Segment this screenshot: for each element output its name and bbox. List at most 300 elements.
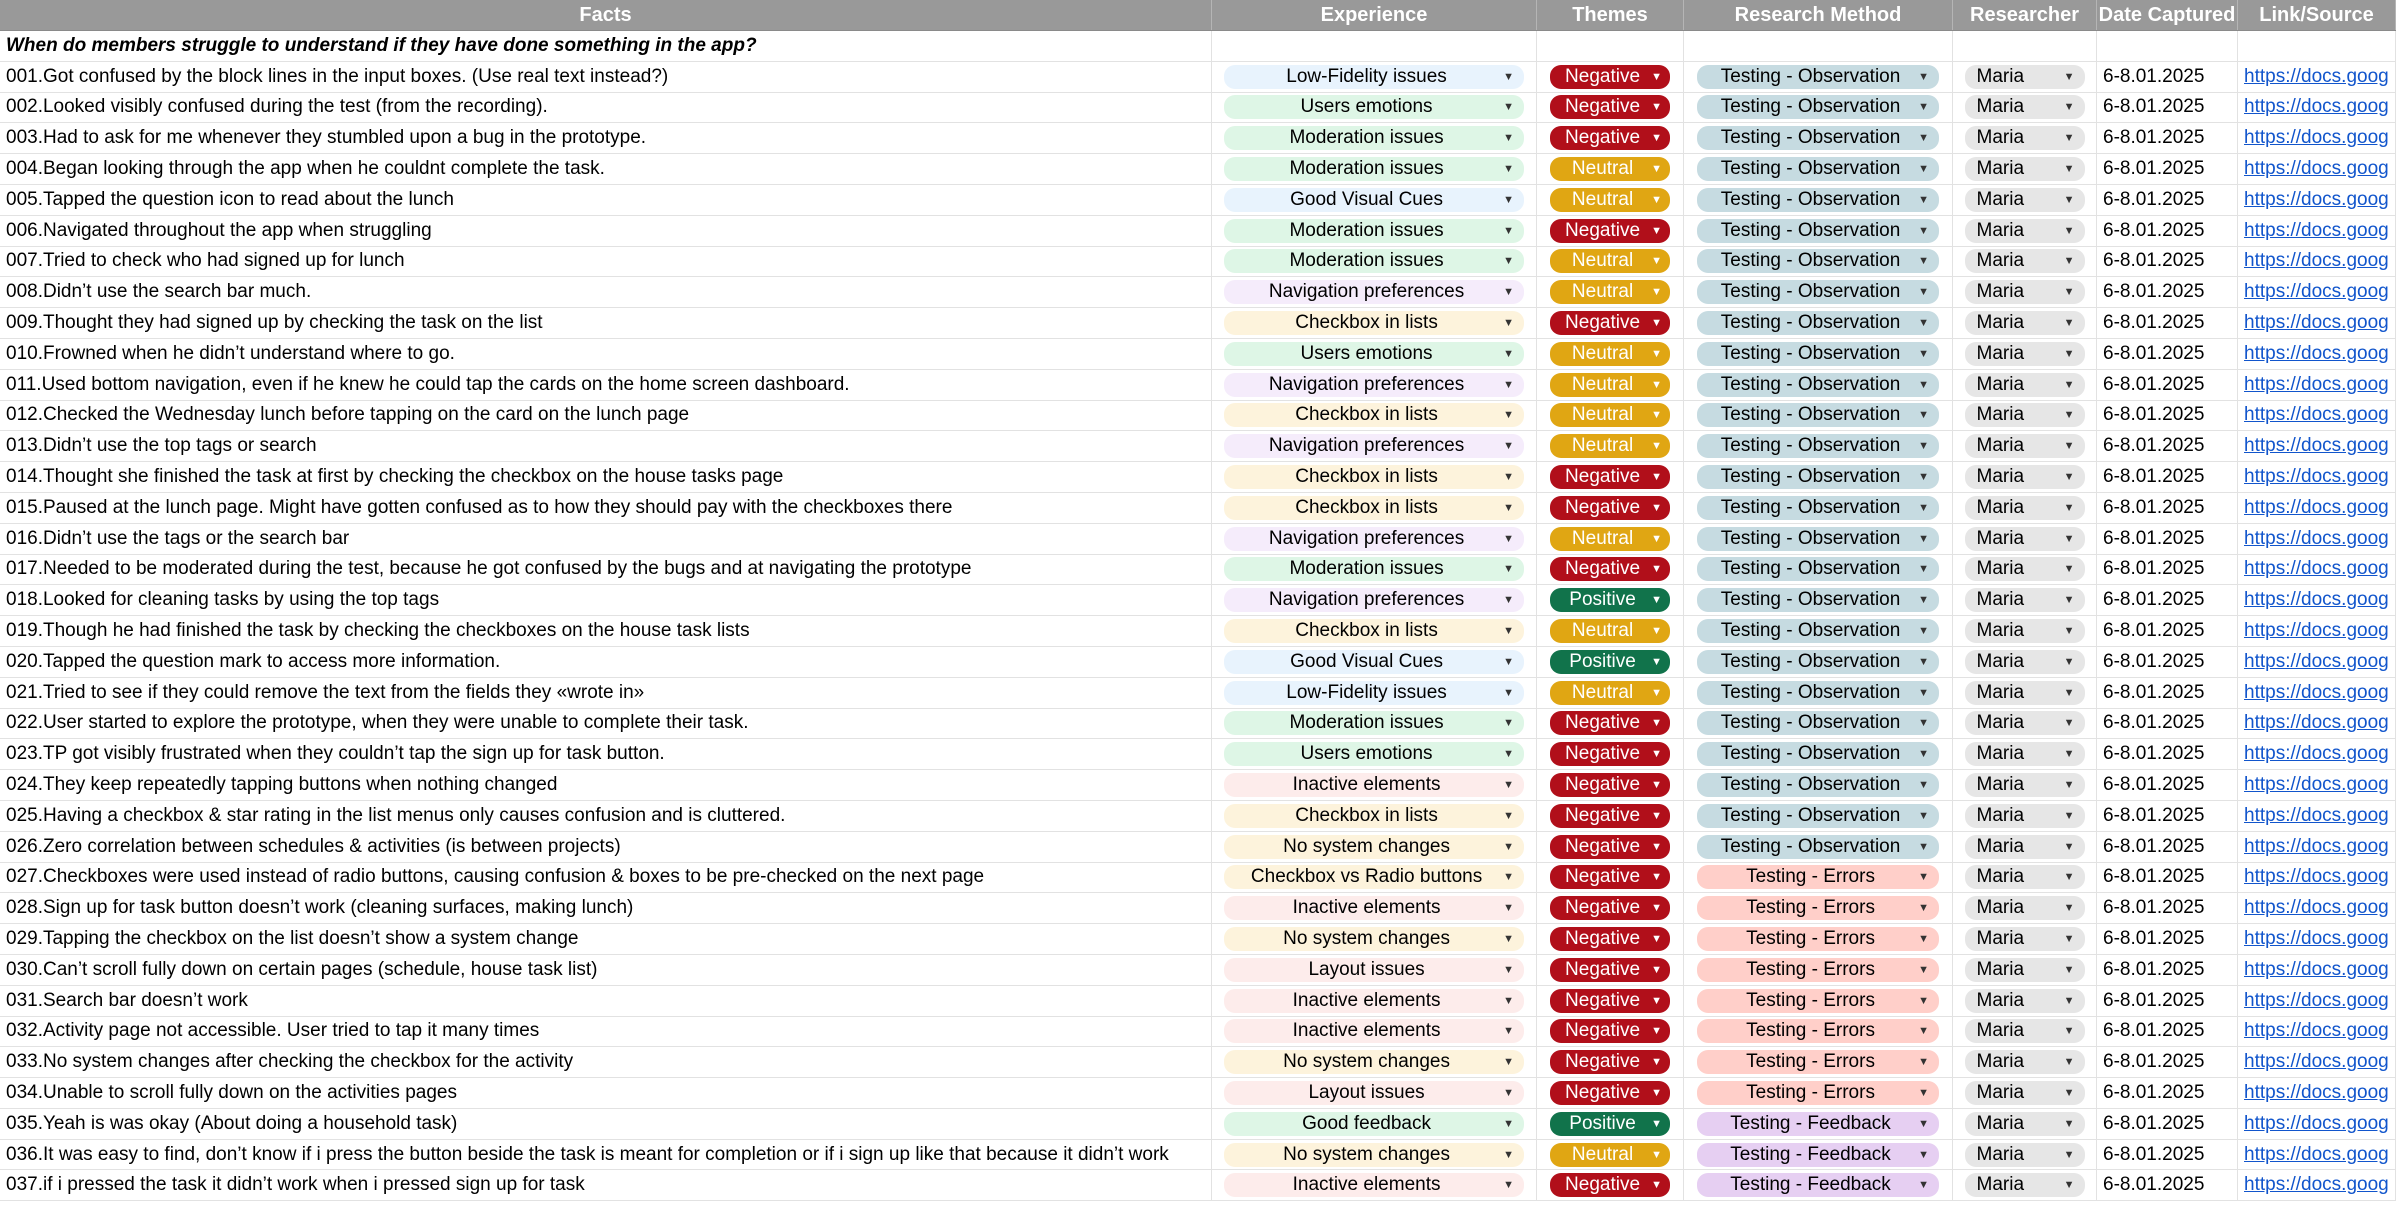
research-method-dropdown[interactable]: [1697, 95, 1939, 119]
researcher-dropdown[interactable]: [1965, 403, 2085, 427]
theme-cell[interactable]: [1537, 370, 1684, 400]
researcher-cell[interactable]: [1953, 924, 2097, 954]
source-link[interactable]: https://docs.goog: [2244, 1143, 2389, 1165]
theme-cell[interactable]: [1537, 123, 1684, 153]
experience-cell[interactable]: [1212, 524, 1537, 554]
dropdown-arrow-icon[interactable]: ▼: [2063, 286, 2075, 299]
research-method-dropdown[interactable]: [1697, 1050, 1939, 1074]
dropdown-arrow-icon[interactable]: ▼: [1651, 409, 1662, 422]
empty-cell[interactable]: [1537, 31, 1684, 61]
link-cell[interactable]: [2238, 1078, 2396, 1108]
link-cell[interactable]: [2238, 1140, 2396, 1170]
dropdown-arrow-icon[interactable]: ▼: [2063, 563, 2075, 576]
experience-cell[interactable]: [1212, 955, 1537, 985]
method-cell[interactable]: [1684, 370, 1953, 400]
dropdown-arrow-icon[interactable]: ▼: [2063, 532, 2075, 545]
researcher-cell[interactable]: [1953, 93, 2097, 123]
method-cell[interactable]: [1684, 1047, 1953, 1077]
method-cell[interactable]: [1684, 555, 1953, 585]
source-link[interactable]: https://docs.goog: [2244, 342, 2389, 364]
dropdown-arrow-icon[interactable]: ▼: [2063, 779, 2075, 792]
fact-cell[interactable]: 005.Tapped the question icon to read about the lunch: [0, 185, 1212, 215]
experience-dropdown[interactable]: [1224, 1050, 1524, 1074]
fact-cell[interactable]: 008.Didn’t use the search bar much.: [0, 277, 1212, 307]
link-cell[interactable]: [2238, 154, 2396, 184]
experience-dropdown[interactable]: [1224, 434, 1524, 458]
dropdown-arrow-icon[interactable]: ▼: [1918, 809, 1929, 822]
fact-cell[interactable]: 030.Can’t scroll fully down on certain pages (schedule, house task list): [0, 955, 1212, 985]
date-cell[interactable]: 6-8.01.2025: [2097, 801, 2238, 831]
source-link[interactable]: https://docs.goog: [2244, 373, 2389, 395]
research-method-dropdown[interactable]: [1697, 496, 1939, 520]
date-cell[interactable]: 6-8.01.2025: [2097, 524, 2238, 554]
research-method-dropdown[interactable]: [1697, 188, 1939, 212]
researcher-dropdown[interactable]: [1965, 711, 2085, 735]
dropdown-arrow-icon[interactable]: ▼: [2063, 224, 2075, 237]
experience-cell[interactable]: [1212, 924, 1537, 954]
experience-cell[interactable]: [1212, 616, 1537, 646]
fact-cell[interactable]: 014.Thought she finished the task at first by checking the checkbox on the house tasks page: [0, 462, 1212, 492]
researcher-cell[interactable]: [1953, 154, 2097, 184]
fact-cell[interactable]: 033.No system changes after checking the checkbox for the activity: [0, 1047, 1212, 1077]
researcher-dropdown[interactable]: [1965, 1173, 2085, 1197]
header-themes[interactable]: Themes: [1537, 0, 1684, 30]
link-cell[interactable]: [2238, 863, 2396, 893]
dropdown-arrow-icon[interactable]: ▼: [2063, 471, 2075, 484]
link-cell[interactable]: [2238, 832, 2396, 862]
method-cell[interactable]: [1684, 93, 1953, 123]
theme-dropdown[interactable]: [1550, 927, 1670, 951]
dropdown-arrow-icon[interactable]: ▼: [1918, 655, 1929, 668]
theme-dropdown[interactable]: [1550, 434, 1670, 458]
dropdown-arrow-icon[interactable]: ▼: [1918, 840, 1929, 853]
theme-dropdown[interactable]: [1550, 1143, 1670, 1167]
dropdown-arrow-icon[interactable]: ▼: [1503, 1148, 1514, 1161]
dropdown-arrow-icon[interactable]: ▼: [1918, 132, 1929, 145]
source-link[interactable]: https://docs.goog: [2244, 404, 2389, 426]
theme-dropdown[interactable]: [1550, 773, 1670, 797]
theme-dropdown[interactable]: [1550, 280, 1670, 304]
research-method-dropdown[interactable]: [1697, 681, 1939, 705]
research-method-dropdown[interactable]: [1697, 280, 1939, 304]
theme-dropdown[interactable]: [1550, 126, 1670, 150]
researcher-dropdown[interactable]: [1965, 742, 2085, 766]
theme-cell[interactable]: [1537, 678, 1684, 708]
researcher-cell[interactable]: [1953, 801, 2097, 831]
research-method-dropdown[interactable]: [1697, 1143, 1939, 1167]
dropdown-arrow-icon[interactable]: ▼: [1918, 317, 1929, 330]
theme-dropdown[interactable]: [1550, 619, 1670, 643]
dropdown-arrow-icon[interactable]: ▼: [2063, 193, 2075, 206]
researcher-cell[interactable]: [1953, 1017, 2097, 1047]
source-link[interactable]: https://docs.goog: [2244, 1174, 2389, 1196]
dropdown-arrow-icon[interactable]: ▼: [2063, 994, 2075, 1007]
dropdown-arrow-icon[interactable]: ▼: [1651, 317, 1662, 330]
theme-cell[interactable]: [1537, 247, 1684, 277]
method-cell[interactable]: [1684, 832, 1953, 862]
fact-cell[interactable]: 021.Tried to see if they could remove the text from the fields they «wrote in»: [0, 678, 1212, 708]
fact-cell[interactable]: 025.Having a checkbox & star rating in the list menus only causes confusion and is cluttered.: [0, 801, 1212, 831]
link-cell[interactable]: [2238, 1047, 2396, 1077]
dropdown-arrow-icon[interactable]: ▼: [1651, 717, 1662, 730]
dropdown-arrow-icon[interactable]: ▼: [1651, 655, 1662, 668]
method-cell[interactable]: [1684, 1170, 1953, 1200]
experience-dropdown[interactable]: [1224, 311, 1524, 335]
experience-dropdown[interactable]: [1224, 1112, 1524, 1136]
research-method-dropdown[interactable]: [1697, 311, 1939, 335]
source-link[interactable]: https://docs.goog: [2244, 527, 2389, 549]
researcher-cell[interactable]: [1953, 123, 2097, 153]
theme-cell[interactable]: [1537, 62, 1684, 92]
theme-cell[interactable]: [1537, 585, 1684, 615]
researcher-dropdown[interactable]: [1965, 249, 2085, 273]
method-cell[interactable]: [1684, 770, 1953, 800]
dropdown-arrow-icon[interactable]: ▼: [2063, 409, 2075, 422]
dropdown-arrow-icon[interactable]: ▼: [1651, 963, 1662, 976]
dropdown-arrow-icon[interactable]: ▼: [1503, 625, 1514, 638]
researcher-cell[interactable]: [1953, 277, 2097, 307]
fact-cell[interactable]: 029.Tapping the checkbox on the list doesn’t show a system change: [0, 924, 1212, 954]
theme-cell[interactable]: [1537, 93, 1684, 123]
dropdown-arrow-icon[interactable]: ▼: [2063, 871, 2075, 884]
theme-dropdown[interactable]: [1550, 865, 1670, 889]
dropdown-arrow-icon[interactable]: ▼: [2063, 717, 2075, 730]
dropdown-arrow-icon[interactable]: ▼: [1918, 255, 1929, 268]
research-method-dropdown[interactable]: [1697, 1081, 1939, 1105]
research-method-dropdown[interactable]: [1697, 65, 1939, 89]
dropdown-arrow-icon[interactable]: ▼: [1918, 563, 1929, 576]
dropdown-arrow-icon[interactable]: ▼: [2063, 655, 2075, 668]
experience-dropdown[interactable]: [1224, 126, 1524, 150]
research-method-dropdown[interactable]: [1697, 927, 1939, 951]
researcher-cell[interactable]: [1953, 247, 2097, 277]
researcher-cell[interactable]: [1953, 893, 2097, 923]
link-cell[interactable]: [2238, 524, 2396, 554]
dropdown-arrow-icon[interactable]: ▼: [2063, 132, 2075, 145]
researcher-cell[interactable]: [1953, 863, 2097, 893]
experience-cell[interactable]: [1212, 647, 1537, 677]
dropdown-arrow-icon[interactable]: ▼: [1503, 1117, 1514, 1130]
theme-dropdown[interactable]: [1550, 1050, 1670, 1074]
source-link[interactable]: https://docs.goog: [2244, 650, 2389, 672]
method-cell[interactable]: [1684, 524, 1953, 554]
date-cell[interactable]: 6-8.01.2025: [2097, 1078, 2238, 1108]
dropdown-arrow-icon[interactable]: ▼: [1651, 347, 1662, 360]
source-link[interactable]: https://docs.goog: [2244, 928, 2389, 949]
experience-cell[interactable]: [1212, 986, 1537, 1016]
dropdown-arrow-icon[interactable]: ▼: [1651, 501, 1662, 514]
theme-dropdown[interactable]: [1550, 1019, 1670, 1043]
theme-dropdown[interactable]: [1550, 157, 1670, 181]
theme-cell[interactable]: [1537, 986, 1684, 1016]
fact-cell[interactable]: 036.It was easy to find, don’t know if i press the button beside the task is meant for completion or if i sign up like that because it didn’t work: [0, 1140, 1212, 1170]
theme-cell[interactable]: [1537, 555, 1684, 585]
dropdown-arrow-icon[interactable]: ▼: [2063, 255, 2075, 268]
source-link[interactable]: https://docs.goog: [2244, 866, 2389, 888]
date-cell[interactable]: 6-8.01.2025: [2097, 924, 2238, 954]
researcher-cell[interactable]: [1953, 739, 2097, 769]
dropdown-arrow-icon[interactable]: ▼: [1503, 779, 1514, 792]
dropdown-arrow-icon[interactable]: ▼: [1503, 70, 1514, 83]
dropdown-arrow-icon[interactable]: ▼: [2063, 933, 2075, 945]
research-method-dropdown[interactable]: [1697, 650, 1939, 674]
fact-cell[interactable]: 006.Navigated throughout the app when struggling: [0, 216, 1212, 246]
source-link[interactable]: https://docs.goog: [2244, 188, 2389, 210]
dropdown-arrow-icon[interactable]: ▼: [1503, 193, 1514, 206]
theme-cell[interactable]: [1537, 863, 1684, 893]
experience-cell[interactable]: [1212, 1078, 1537, 1108]
dropdown-arrow-icon[interactable]: ▼: [2063, 625, 2075, 638]
research-method-dropdown[interactable]: [1697, 865, 1939, 889]
theme-dropdown[interactable]: [1550, 342, 1670, 366]
theme-cell[interactable]: [1537, 709, 1684, 739]
fact-cell[interactable]: 003.Had to ask for me whenever they stumbled upon a bug in the prototype.: [0, 123, 1212, 153]
date-cell[interactable]: 6-8.01.2025: [2097, 493, 2238, 523]
method-cell[interactable]: [1684, 401, 1953, 431]
link-cell[interactable]: [2238, 431, 2396, 461]
researcher-cell[interactable]: [1953, 585, 2097, 615]
researcher-dropdown[interactable]: [1965, 95, 2085, 119]
source-link[interactable]: https://docs.goog: [2244, 1020, 2389, 1042]
dropdown-arrow-icon[interactable]: ▼: [1651, 1086, 1662, 1099]
theme-dropdown[interactable]: [1550, 681, 1670, 705]
source-link[interactable]: https://docs.goog: [2244, 681, 2389, 703]
dropdown-arrow-icon[interactable]: ▼: [1918, 378, 1929, 391]
fact-cell[interactable]: 012.Checked the Wednesday lunch before tapping on the card on the lunch page: [0, 401, 1212, 431]
link-cell[interactable]: [2238, 555, 2396, 585]
link-cell[interactable]: [2238, 739, 2396, 769]
researcher-dropdown[interactable]: [1965, 65, 2085, 89]
theme-dropdown[interactable]: [1550, 989, 1670, 1013]
theme-dropdown[interactable]: [1550, 557, 1670, 581]
dropdown-arrow-icon[interactable]: ▼: [2063, 1056, 2075, 1069]
researcher-dropdown[interactable]: [1965, 557, 2085, 581]
dropdown-arrow-icon[interactable]: ▼: [1503, 224, 1514, 237]
theme-dropdown[interactable]: [1550, 650, 1670, 674]
fact-cell[interactable]: 019.Though he had finished the task by checking the checkboxes on the house task lists: [0, 616, 1212, 646]
header-experience[interactable]: Experience: [1212, 0, 1537, 30]
dropdown-arrow-icon[interactable]: ▼: [1503, 440, 1514, 453]
experience-dropdown[interactable]: [1224, 65, 1524, 89]
method-cell[interactable]: [1684, 185, 1953, 215]
experience-dropdown[interactable]: [1224, 650, 1524, 674]
experience-dropdown[interactable]: [1224, 1173, 1524, 1197]
theme-dropdown[interactable]: [1550, 804, 1670, 828]
experience-cell[interactable]: [1212, 863, 1537, 893]
theme-cell[interactable]: [1537, 462, 1684, 492]
researcher-cell[interactable]: [1953, 216, 2097, 246]
header-research-method[interactable]: Research Method: [1684, 0, 1953, 30]
fact-cell[interactable]: 013.Didn’t use the top tags or search: [0, 431, 1212, 461]
fact-cell[interactable]: 037.if i pressed the task it didn’t work when i pressed sign up for task: [0, 1170, 1212, 1200]
date-cell[interactable]: 6-8.01.2025: [2097, 93, 2238, 123]
researcher-dropdown[interactable]: [1965, 958, 2085, 982]
fact-cell[interactable]: 010.Frowned when he didn’t understand where to go.: [0, 339, 1212, 369]
experience-dropdown[interactable]: [1224, 280, 1524, 304]
experience-cell[interactable]: [1212, 370, 1537, 400]
fact-cell[interactable]: 011.Used bottom navigation, even if he knew he could tap the cards on the home screen dashboard.: [0, 370, 1212, 400]
source-link[interactable]: https://docs.goog: [2244, 250, 2389, 272]
source-link[interactable]: https://docs.goog: [2244, 312, 2389, 334]
date-cell[interactable]: 6-8.01.2025: [2097, 431, 2238, 461]
dropdown-arrow-icon[interactable]: ▼: [1651, 378, 1662, 391]
source-link[interactable]: https://docs.goog: [2244, 743, 2389, 765]
experience-cell[interactable]: [1212, 462, 1537, 492]
header-facts[interactable]: Facts: [0, 0, 1212, 30]
dropdown-arrow-icon[interactable]: ▼: [1503, 101, 1514, 114]
experience-cell[interactable]: [1212, 1047, 1537, 1077]
experience-dropdown[interactable]: [1224, 527, 1524, 551]
dropdown-arrow-icon[interactable]: ▼: [1918, 224, 1929, 237]
link-cell[interactable]: [2238, 339, 2396, 369]
dropdown-arrow-icon[interactable]: ▼: [1651, 532, 1662, 545]
dropdown-arrow-icon[interactable]: ▼: [2063, 440, 2075, 453]
link-cell[interactable]: [2238, 585, 2396, 615]
dropdown-arrow-icon[interactable]: ▼: [1503, 1025, 1514, 1038]
method-cell[interactable]: [1684, 678, 1953, 708]
section-title[interactable]: When do members struggle to understand if they have done something in the app?: [0, 31, 1212, 61]
date-cell[interactable]: 6-8.01.2025: [2097, 616, 2238, 646]
theme-dropdown[interactable]: [1550, 835, 1670, 859]
method-cell[interactable]: [1684, 123, 1953, 153]
method-cell[interactable]: [1684, 955, 1953, 985]
dropdown-arrow-icon[interactable]: ▼: [1503, 1056, 1514, 1069]
empty-cell[interactable]: [1684, 31, 1953, 61]
researcher-cell[interactable]: [1953, 1170, 2097, 1200]
dropdown-arrow-icon[interactable]: ▼: [1651, 594, 1662, 607]
dropdown-arrow-icon[interactable]: ▼: [1503, 317, 1514, 330]
method-cell[interactable]: [1684, 647, 1953, 677]
dropdown-arrow-icon[interactable]: ▼: [1918, 70, 1929, 83]
research-method-dropdown[interactable]: [1697, 527, 1939, 551]
dropdown-arrow-icon[interactable]: ▼: [1503, 163, 1514, 176]
header-researcher[interactable]: Researcher: [1953, 0, 2097, 30]
researcher-dropdown[interactable]: [1965, 1050, 2085, 1074]
fact-cell[interactable]: 009.Thought they had signed up by checking the task on the list: [0, 308, 1212, 338]
theme-dropdown[interactable]: [1550, 219, 1670, 243]
dropdown-arrow-icon[interactable]: ▼: [1651, 132, 1662, 145]
dropdown-arrow-icon[interactable]: ▼: [1918, 409, 1929, 422]
research-method-dropdown[interactable]: [1697, 896, 1939, 920]
research-method-dropdown[interactable]: [1697, 557, 1939, 581]
date-cell[interactable]: 6-8.01.2025: [2097, 154, 2238, 184]
researcher-dropdown[interactable]: [1965, 280, 2085, 304]
dropdown-arrow-icon[interactable]: ▼: [1918, 347, 1929, 360]
method-cell[interactable]: [1684, 216, 1953, 246]
link-cell[interactable]: [2238, 1017, 2396, 1047]
research-method-dropdown[interactable]: [1697, 711, 1939, 735]
experience-dropdown[interactable]: [1224, 1143, 1524, 1167]
dropdown-arrow-icon[interactable]: ▼: [2063, 1025, 2075, 1038]
link-cell[interactable]: [2238, 493, 2396, 523]
theme-cell[interactable]: [1537, 955, 1684, 985]
dropdown-arrow-icon[interactable]: ▼: [1651, 193, 1662, 206]
dropdown-arrow-icon[interactable]: ▼: [1651, 902, 1662, 915]
dropdown-arrow-icon[interactable]: ▼: [1503, 902, 1514, 915]
date-cell[interactable]: 6-8.01.2025: [2097, 647, 2238, 677]
theme-cell[interactable]: [1537, 524, 1684, 554]
method-cell[interactable]: [1684, 277, 1953, 307]
dropdown-arrow-icon[interactable]: ▼: [1503, 933, 1514, 945]
source-link[interactable]: https://docs.goog: [2244, 65, 2389, 87]
source-link[interactable]: https://docs.goog: [2244, 620, 2389, 642]
research-method-dropdown[interactable]: [1697, 249, 1939, 273]
theme-dropdown[interactable]: [1550, 1173, 1670, 1197]
theme-cell[interactable]: [1537, 893, 1684, 923]
research-method-dropdown[interactable]: [1697, 1173, 1939, 1197]
method-cell[interactable]: [1684, 247, 1953, 277]
experience-dropdown[interactable]: [1224, 157, 1524, 181]
source-link[interactable]: https://docs.goog: [2244, 835, 2389, 857]
theme-cell[interactable]: [1537, 185, 1684, 215]
method-cell[interactable]: [1684, 1140, 1953, 1170]
dropdown-arrow-icon[interactable]: ▼: [2063, 594, 2075, 607]
theme-cell[interactable]: [1537, 339, 1684, 369]
method-cell[interactable]: [1684, 62, 1953, 92]
date-cell[interactable]: 6-8.01.2025: [2097, 185, 2238, 215]
date-cell[interactable]: 6-8.01.2025: [2097, 1017, 2238, 1047]
dropdown-arrow-icon[interactable]: ▼: [1503, 994, 1514, 1007]
method-cell[interactable]: [1684, 585, 1953, 615]
researcher-cell[interactable]: [1953, 1109, 2097, 1139]
theme-dropdown[interactable]: [1550, 188, 1670, 212]
dropdown-arrow-icon[interactable]: ▼: [1651, 1117, 1662, 1130]
theme-cell[interactable]: [1537, 431, 1684, 461]
fact-cell[interactable]: 027.Checkboxes were used instead of radio buttons, causing confusion & boxes to be pre-checked on the next page: [0, 863, 1212, 893]
researcher-dropdown[interactable]: [1965, 773, 2085, 797]
link-cell[interactable]: [2238, 401, 2396, 431]
fact-cell[interactable]: 015.Paused at the lunch page. Might have gotten confused as to how they should pay with the checkboxes there: [0, 493, 1212, 523]
dropdown-arrow-icon[interactable]: ▼: [1503, 748, 1514, 761]
theme-cell[interactable]: [1537, 1078, 1684, 1108]
date-cell[interactable]: 6-8.01.2025: [2097, 832, 2238, 862]
source-link[interactable]: https://docs.goog: [2244, 989, 2389, 1011]
method-cell[interactable]: [1684, 339, 1953, 369]
experience-cell[interactable]: [1212, 93, 1537, 123]
source-link[interactable]: https://docs.goog: [2244, 589, 2389, 611]
fact-cell[interactable]: 020.Tapped the question mark to access more information.: [0, 647, 1212, 677]
source-link[interactable]: https://docs.goog: [2244, 712, 2389, 734]
source-link[interactable]: https://docs.goog: [2244, 281, 2389, 303]
research-method-dropdown[interactable]: [1697, 588, 1939, 612]
experience-dropdown[interactable]: [1224, 711, 1524, 735]
method-cell[interactable]: [1684, 1017, 1953, 1047]
fact-cell[interactable]: 028.Sign up for task button doesn’t work (cleaning surfaces, making lunch): [0, 893, 1212, 923]
theme-cell[interactable]: [1537, 154, 1684, 184]
theme-cell[interactable]: [1537, 308, 1684, 338]
date-cell[interactable]: 6-8.01.2025: [2097, 401, 2238, 431]
method-cell[interactable]: [1684, 1109, 1953, 1139]
theme-dropdown[interactable]: [1550, 958, 1670, 982]
researcher-cell[interactable]: [1953, 493, 2097, 523]
link-cell[interactable]: [2238, 277, 2396, 307]
link-cell[interactable]: [2238, 801, 2396, 831]
researcher-cell[interactable]: [1953, 462, 2097, 492]
dropdown-arrow-icon[interactable]: ▼: [1918, 963, 1929, 976]
theme-cell[interactable]: [1537, 924, 1684, 954]
source-link[interactable]: https://docs.goog: [2244, 558, 2389, 580]
date-cell[interactable]: 6-8.01.2025: [2097, 462, 2238, 492]
researcher-dropdown[interactable]: [1965, 188, 2085, 212]
experience-cell[interactable]: [1212, 401, 1537, 431]
theme-cell[interactable]: [1537, 1109, 1684, 1139]
date-cell[interactable]: 6-8.01.2025: [2097, 308, 2238, 338]
experience-dropdown[interactable]: [1224, 681, 1524, 705]
dropdown-arrow-icon[interactable]: ▼: [1918, 532, 1929, 545]
dropdown-arrow-icon[interactable]: ▼: [1651, 994, 1662, 1007]
theme-dropdown[interactable]: [1550, 1112, 1670, 1136]
researcher-cell[interactable]: [1953, 431, 2097, 461]
